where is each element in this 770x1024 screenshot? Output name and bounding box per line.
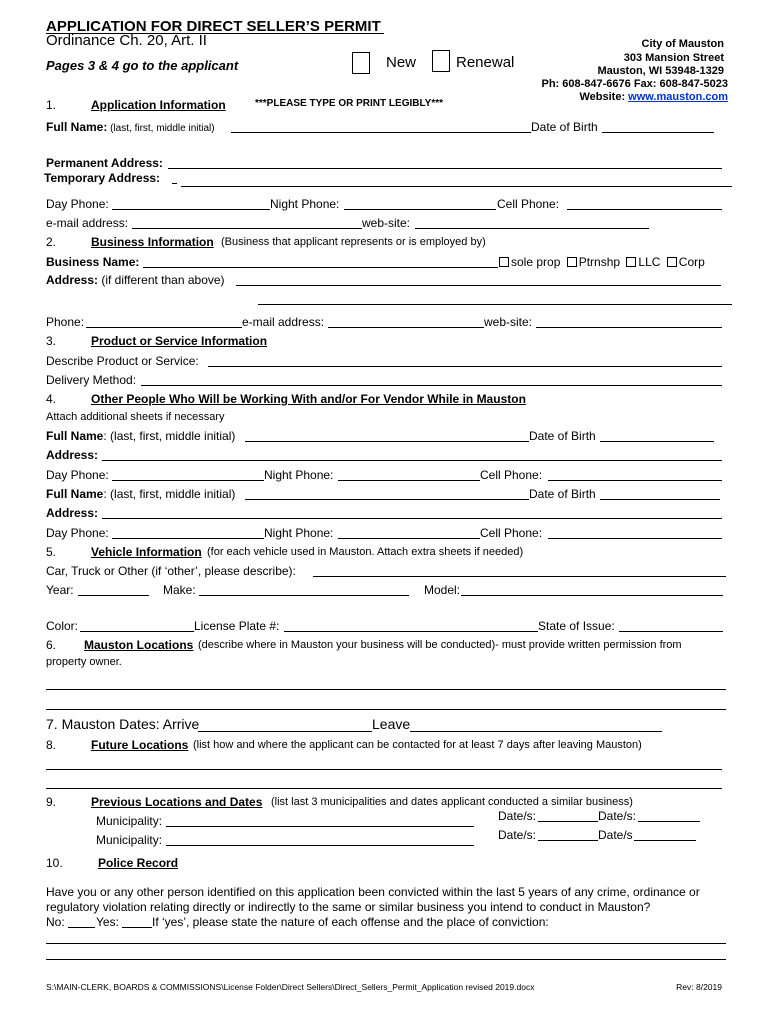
s8-location-field-1[interactable] [46, 769, 722, 770]
s2-entity-options: sole prop Ptrnshp LLC Corp [496, 255, 705, 269]
s4-p2-day-phone-label: Day Phone: [46, 526, 109, 540]
sole-prop-checkbox[interactable] [499, 257, 509, 267]
s9-number: 9. [46, 795, 57, 809]
partnership-checkbox[interactable] [567, 257, 577, 267]
s10-title: Police Record [98, 856, 179, 870]
city-citystate: Mauston, WI 53948-1329 [597, 65, 724, 77]
s5-hint: (for each vehicle used in Mauston. Attach extra sheets if needed) [207, 546, 524, 558]
s2-address-field[interactable] [236, 285, 721, 286]
s4-attach-note: Attach additional sheets if necessary [46, 411, 225, 423]
s2-business-name-label: Business Name: [46, 255, 140, 269]
s9-municipality-field-1[interactable] [166, 826, 474, 827]
s5-number: 5. [46, 545, 57, 559]
s3-title: Product or Service Information [91, 334, 268, 348]
s1-night-phone-label: Night Phone: [270, 197, 340, 211]
s5-year-label: Year: [46, 583, 74, 597]
s4-number: 4. [46, 392, 57, 406]
s9-dates-label-4: Date/s [598, 828, 633, 842]
s9-dates-label-1: Date/s: [498, 809, 537, 823]
s1-email-label: e-mail address: [46, 216, 129, 230]
s2-address-field-2[interactable] [258, 304, 732, 305]
s9-hint: (list last 3 municipalities and dates applicant conducted a similar business) [271, 796, 633, 808]
s6-title: Mauston Locations [84, 638, 194, 652]
s4-p2-day-phone-field[interactable] [112, 538, 264, 539]
s1-dob-label: Date of Birth [531, 120, 598, 134]
s6-location-field-2[interactable] [46, 709, 726, 710]
s5-model-field[interactable] [461, 595, 723, 596]
llc-checkbox[interactable] [626, 257, 636, 267]
footer-path: S:\MAIN-CLERK, BOARDS & COMMISSIONS\License Folder\Direct Sellers\Direct_Sellers_Permit_Application revised 2019.docx [46, 982, 535, 992]
s8-number: 8. [46, 738, 57, 752]
s1-permanent-address-field[interactable] [168, 168, 722, 169]
s4-p1-address-label: Address: [46, 448, 99, 462]
s1-number: 1. [46, 98, 57, 112]
renewal-checkbox[interactable] [432, 50, 450, 72]
s3-describe-label: Describe Product or Service: [46, 354, 199, 368]
s4-p1-fullname-field[interactable] [245, 441, 529, 442]
s4-p2-address-label: Address: [46, 506, 99, 520]
s10-yes-field[interactable] [122, 927, 152, 928]
corp-checkbox[interactable] [667, 257, 677, 267]
s1-day-phone-label: Day Phone: [46, 197, 109, 211]
s1-website-field[interactable] [415, 228, 649, 229]
s10-explain-field-1[interactable] [46, 943, 726, 944]
s3-delivery-field[interactable] [141, 385, 722, 386]
s7-arrive-label: 7. Mauston Dates: Arrive [46, 716, 200, 732]
s5-make-label: Make: [163, 583, 196, 597]
city-phonefax: Ph: 608-847-6676 Fax: 608-847-5023 [541, 78, 728, 90]
s10-explain-field-2[interactable] [46, 959, 726, 960]
s9-dates-field-2[interactable] [638, 821, 700, 822]
ordinance-ref: Ordinance Ch. 20, Art. II [46, 32, 207, 49]
s7-leave-field[interactable] [410, 731, 662, 732]
s10-no-field[interactable] [68, 927, 95, 928]
s1-fullname-label: Full Name: (last, first, middle initial) [46, 120, 215, 134]
s10-yes-label: Yes: [96, 915, 119, 929]
s1-fullname-field[interactable] [231, 132, 531, 133]
s4-p1-address-field[interactable] [102, 460, 722, 461]
s5-model-label: Model: [424, 583, 461, 597]
s8-title: Future Locations [91, 738, 189, 752]
s4-p1-cell-phone-label: Cell Phone: [480, 468, 543, 482]
website-link[interactable]: www.mauston.com [628, 91, 728, 103]
s2-business-name-field[interactable] [143, 267, 498, 268]
s5-color-field[interactable] [80, 631, 194, 632]
s2-website-label: web-site: [484, 315, 533, 329]
s1-legible-note: ***PLEASE TYPE OR PRINT LEGIBLY*** [255, 98, 444, 109]
s1-dob-field[interactable] [602, 132, 714, 133]
s5-plate-label: License Plate #: [194, 619, 280, 633]
s2-phone-label: Phone: [46, 315, 85, 329]
s1-email-field[interactable] [132, 228, 362, 229]
s4-p1-cell-phone-field[interactable] [548, 480, 722, 481]
s6-hint-2: property owner. [46, 656, 122, 668]
s2-title: Business Information [91, 235, 214, 249]
new-checkbox[interactable] [352, 52, 370, 74]
new-label: New [386, 54, 417, 71]
s1-title: Application Information [91, 98, 226, 112]
s9-dates-field-4[interactable] [634, 840, 696, 841]
s5-year-field[interactable] [78, 595, 149, 596]
s8-hint: (list how and where the applicant can be contacted for at least 7 days after leaving Mauston) [193, 739, 642, 751]
s4-p1-dob-label: Date of Birth [529, 429, 596, 443]
s9-municipality-label-2: Municipality: [96, 833, 163, 847]
s9-dates-field-3[interactable] [538, 840, 598, 841]
s9-dates-field-1[interactable] [538, 821, 598, 822]
s10-question: Have you or any other person identified on this application been convicted within the last 5 years of any crime, ordinance or regulatory violation relating directly or indirectly to the same or similar business you intend to conduct in Mauston? [46, 885, 700, 914]
s4-p2-address-field[interactable] [102, 518, 722, 519]
s7-arrive-field[interactable] [198, 731, 372, 732]
s2-website-field[interactable] [536, 327, 722, 328]
s8-location-field-2[interactable] [46, 788, 722, 789]
s6-location-field-1[interactable] [46, 689, 726, 690]
s5-car-label: Car, Truck or Other (if ‘other’, please describe): [46, 564, 296, 578]
s2-number: 2. [46, 235, 57, 249]
s4-p2-cell-phone-label: Cell Phone: [480, 526, 543, 540]
city-name: City of Mauston [641, 38, 724, 50]
s4-p1-day-phone-label: Day Phone: [46, 468, 109, 482]
s4-p1-night-phone-field[interactable] [338, 480, 480, 481]
pages-note: Pages 3 & 4 go to the applicant [46, 58, 239, 73]
s5-color-label: Color: [46, 619, 79, 633]
s5-plate-field[interactable] [284, 631, 538, 632]
s9-title: Previous Locations and Dates [91, 795, 263, 809]
s10-no-label: No: [46, 915, 65, 929]
s7-leave-label: Leave [372, 716, 411, 732]
s1-cell-phone-label: Cell Phone: [497, 197, 560, 211]
footer-revision: Rev: 8/2019 [676, 982, 722, 992]
s4-p2-night-phone-label: Night Phone: [264, 526, 334, 540]
s4-p2-dob-label: Date of Birth [529, 487, 596, 501]
s6-hint: (describe where in Mauston your business will be conducted)- must provide written permission from [198, 639, 682, 651]
s1-day-phone-field[interactable] [112, 209, 270, 210]
s4-title: Other People Who Will be Working With and/or For Vendor While in Mauston [91, 392, 526, 406]
s2-email-field[interactable] [328, 327, 484, 328]
s4-p1-night-phone-label: Night Phone: [264, 468, 334, 482]
s5-title: Vehicle Information [91, 545, 202, 559]
s2-address-label: Address: (if different than above) [46, 273, 225, 287]
renewal-label: Renewal [456, 54, 515, 71]
s2-hint: (Business that applicant represents or is employed by) [221, 236, 486, 248]
s4-p2-night-phone-field[interactable] [338, 538, 480, 539]
s5-state-label: State of Issue: [538, 619, 615, 633]
s4-p2-fullname-field[interactable] [245, 499, 529, 500]
s1-website-label: web-site: [362, 216, 411, 230]
s2-email-label: e-mail address: [242, 315, 325, 329]
city-website [579, 91, 728, 103]
s1-permanent-address-label: Permanent Address: [46, 156, 163, 170]
s3-delivery-label: Delivery Method: [46, 373, 137, 387]
s1-night-phone-field[interactable] [344, 209, 496, 210]
s9-municipality-label-1: Municipality: [96, 814, 163, 828]
s2-phone-field[interactable] [86, 327, 242, 328]
s4-p2-fullname-label: Full Name: (last, first, middle initial) [46, 487, 236, 501]
s4-p2-dob-field[interactable] [600, 499, 720, 500]
website-label: Website: [579, 91, 629, 103]
s4-p1-dob-field[interactable] [600, 441, 714, 442]
s5-make-field[interactable] [199, 595, 409, 596]
s10-ifyes-label: If ‘yes’, please state the nature of each offense and the place of conviction: [152, 915, 549, 929]
s1-temp-address-tick [172, 183, 177, 184]
s1-temporary-address-field[interactable] [181, 186, 732, 187]
s9-municipality-field-2[interactable] [166, 845, 474, 846]
s4-p1-day-phone-field[interactable] [112, 480, 264, 481]
s5-car-field[interactable] [313, 576, 726, 577]
s6-number: 6. [46, 638, 57, 652]
s9-dates-label-2: Date/s: [598, 809, 637, 823]
s3-describe-field[interactable] [208, 366, 722, 367]
s4-p1-fullname-label: Full Name: (last, first, middle initial) [46, 429, 236, 443]
s4-p2-cell-phone-field[interactable] [548, 538, 722, 539]
form-title: APPLICATION FOR DIRECT SELLER’S PERMIT [46, 18, 381, 35]
s10-number: 10. [46, 856, 63, 870]
city-street: 303 Mansion Street [623, 52, 724, 64]
s3-number: 3. [46, 334, 57, 348]
s1-temporary-address-label: Temporary Address: [44, 171, 161, 185]
s9-dates-label-3: Date/s: [498, 828, 537, 842]
s1-cell-phone-field[interactable] [567, 209, 722, 210]
s5-state-field[interactable] [619, 631, 723, 632]
